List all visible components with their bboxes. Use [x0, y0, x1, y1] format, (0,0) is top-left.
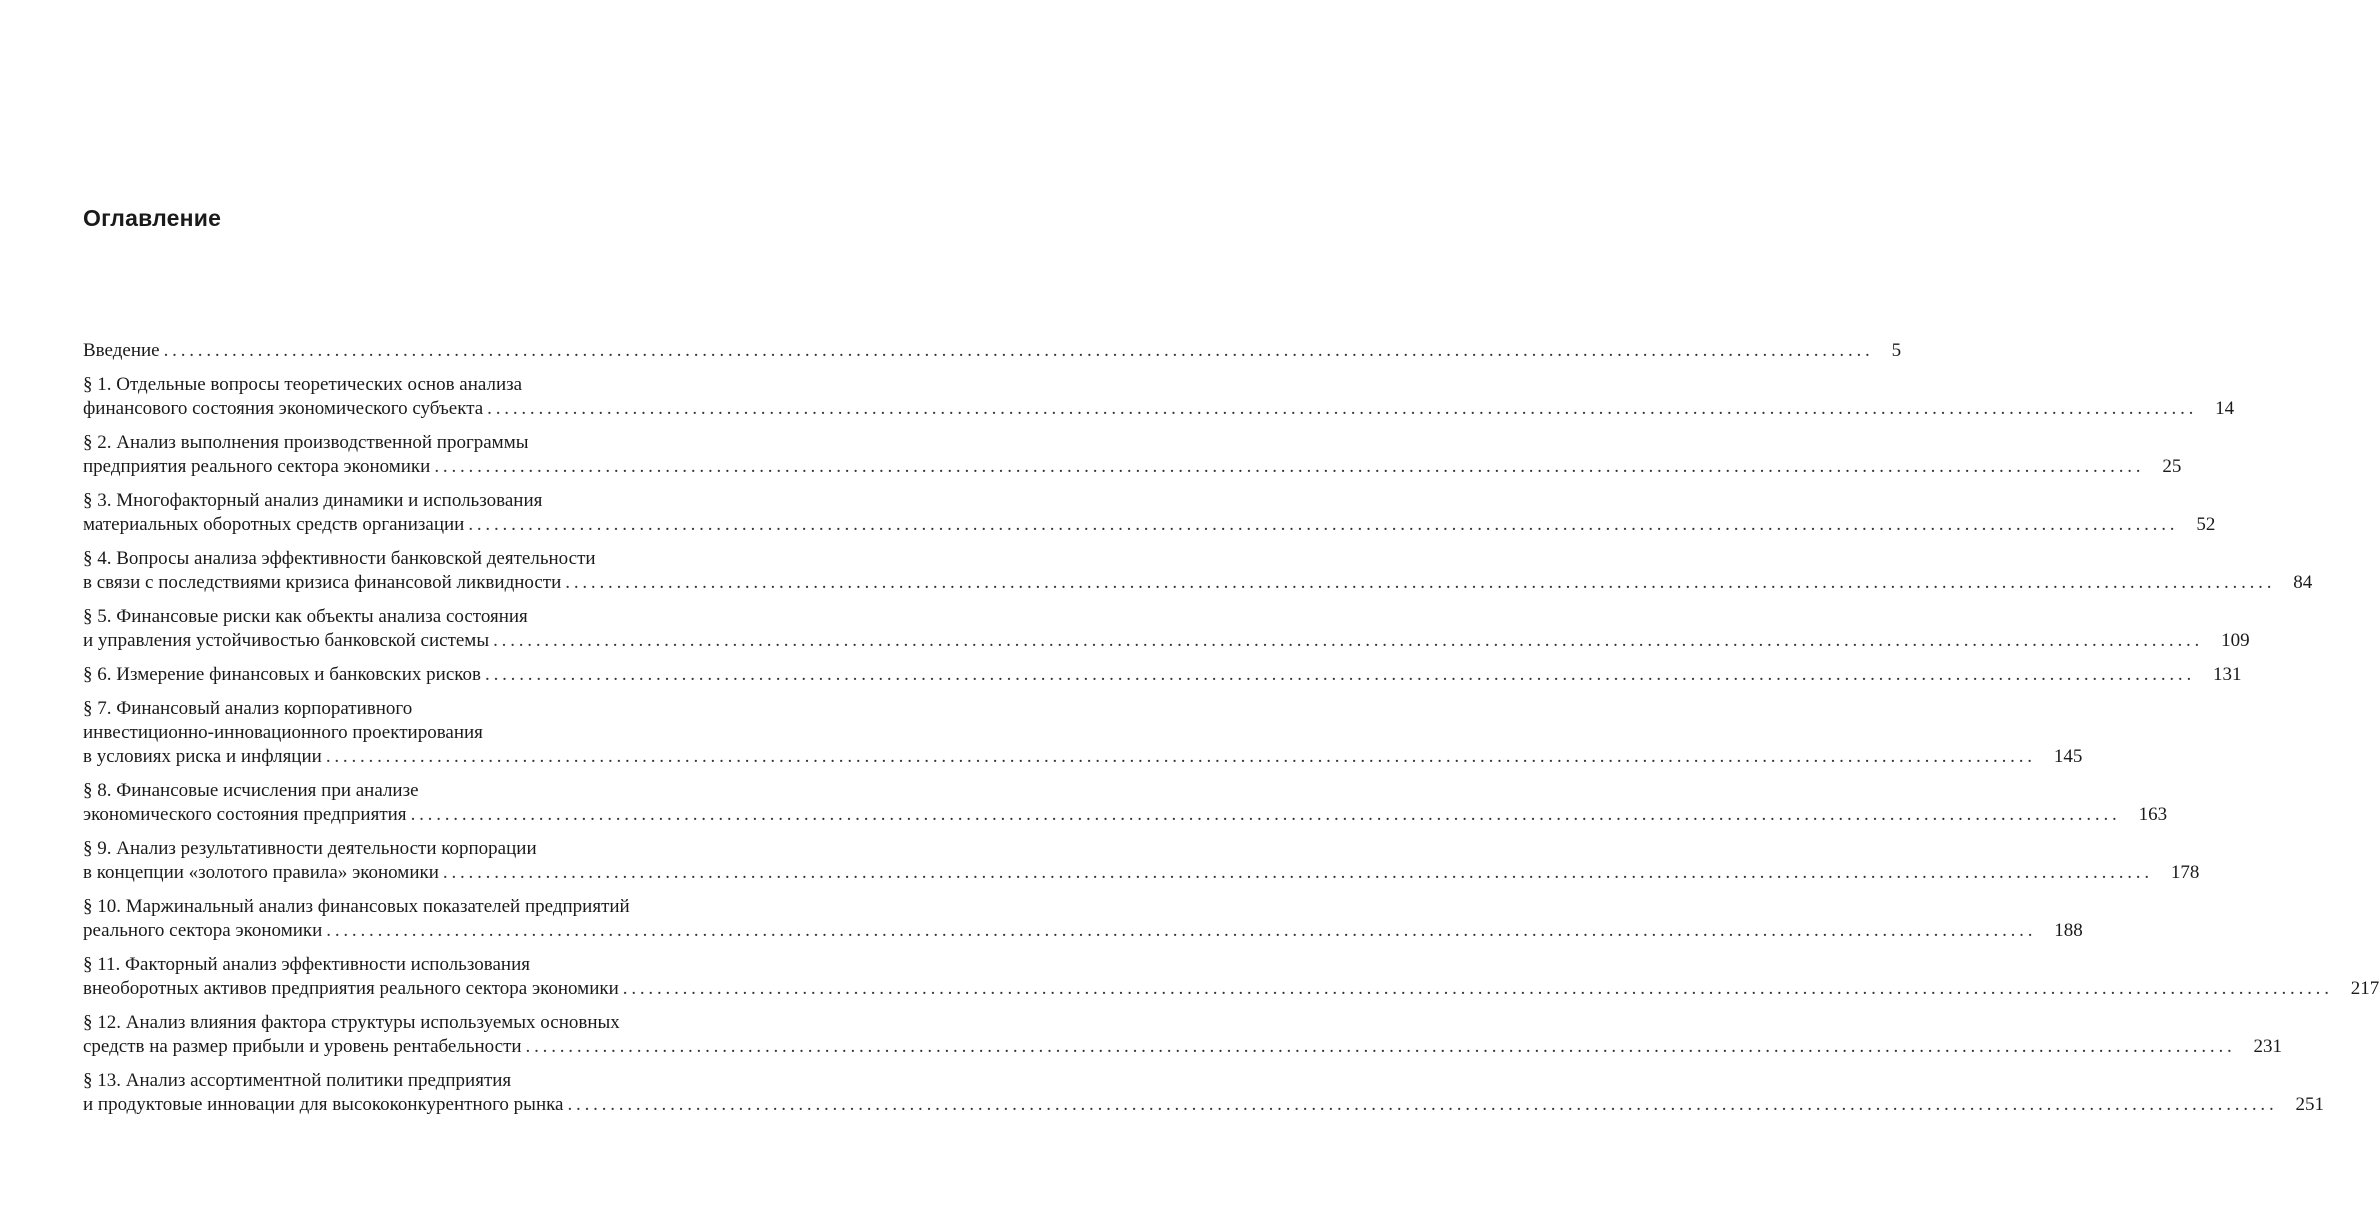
toc-entry-title-line: средств на размер прибыли и уровень рентабельности [83, 1036, 522, 1057]
toc-entry-title-line: § 13. Анализ ассортиментной политики предприятия [83, 1070, 512, 1091]
toc-entry-title-line: в концепции «золотого правила» экономики [83, 862, 439, 883]
toc-entry-title-line: § 10. Маржинальный анализ финансовых показателей предприятий [83, 896, 630, 917]
page-number: 5 [1891, 340, 1902, 361]
dot-leader: ........................................................................................................................................................................................................ [622, 978, 2333, 999]
page-number: 145 [2053, 746, 2083, 767]
toc-entry-title-line: Введение [83, 340, 160, 361]
toc-entry-last-line [83, 663, 2242, 687]
dot-leader: ........................................................................................................................................................................................................ [325, 746, 2036, 767]
toc-entry-last-line [83, 455, 2182, 479]
dot-leader: ........................................................................................................................................................................................................ [442, 862, 2153, 883]
toc-entry [83, 663, 2242, 687]
toc-entry-last-line [83, 513, 2216, 537]
toc-entry [83, 605, 2250, 653]
toc-entry-title-line: § 1. Отдельные вопросы теоретических основ анализа [83, 374, 523, 395]
toc-entry-title-line: реального сектора экономики [83, 920, 323, 941]
table-of-contents [83, 339, 2379, 1127]
toc-entry-last-line [83, 397, 2235, 421]
toc-entry [83, 953, 2379, 1001]
dot-leader: ........................................................................................................................................................................................................ [525, 1036, 2236, 1057]
toc-entry-title-line: материальных оборотных средств организации [83, 514, 465, 535]
toc-entry-title-line: § 12. Анализ влияния фактора структуры используемых основных [83, 1012, 620, 1033]
page-number: 84 [2293, 572, 2313, 593]
toc-entry-title-line: в связи с последствиями кризиса финансовой ликвидности [83, 572, 562, 593]
toc-entry [83, 547, 2313, 595]
dot-leader: ........................................................................................................................................................................................................ [410, 804, 2121, 825]
toc-entry-title-line: § 8. Финансовые исчисления при анализе [83, 780, 419, 801]
dot-leader: ........................................................................................................................................................................................................ [493, 630, 2204, 651]
toc-entry [83, 895, 2083, 943]
toc-entry-title-line: § 4. Вопросы анализа эффективности банковской деятельности [83, 548, 596, 569]
page-number: 251 [2295, 1094, 2324, 1115]
toc-entry-title-line: экономического состояния предприятия [83, 804, 407, 825]
toc-entry-title-line: § 2. Анализ выполнения производственной программы [83, 432, 529, 453]
dot-leader: ........................................................................................................................................................................................................ [567, 1094, 2278, 1115]
toc-entry-last-line [83, 919, 2083, 943]
toc-entry [83, 1069, 2324, 1117]
toc-entry-title-line: предприятия реального сектора экономики [83, 456, 431, 477]
toc-entry-last-line [83, 861, 2200, 885]
toc-entry-title-line: § 6. Измерение финансовых и банковских рисков [83, 664, 482, 685]
dot-leader: ........................................................................................................................................................................................................ [163, 340, 1874, 361]
toc-entry [83, 339, 1902, 363]
toc-entry [83, 837, 2200, 885]
page-number: 14 [2215, 398, 2235, 419]
page-number: 131 [2213, 664, 2242, 685]
dot-leader: ........................................................................................................................................................................................................ [468, 514, 2179, 535]
toc-entry-last-line [83, 1093, 2324, 1117]
toc-entry-title-line: и управления устойчивостью банковской системы [83, 630, 490, 651]
page-number: 52 [2196, 514, 2216, 535]
dot-leader: ........................................................................................................................................................................................................ [326, 920, 2037, 941]
toc-entry-last-line [83, 339, 1902, 363]
toc-entry [83, 779, 2168, 827]
dot-leader: ........................................................................................................................................................................................................ [487, 398, 2198, 419]
toc-entry [83, 373, 2235, 421]
toc-entry-title-line: § 11. Факторный анализ эффективности использования [83, 954, 530, 975]
page-number: 231 [2253, 1036, 2283, 1057]
toc-entry-last-line [83, 1035, 2283, 1059]
page-number: 109 [2221, 630, 2250, 651]
toc-entry-title-line: § 9. Анализ результативности деятельности корпорации [83, 838, 537, 859]
toc-entry-title-line: финансового состояния экономического субъекта [83, 398, 484, 419]
page-number: 188 [2054, 920, 2083, 941]
toc-entry-title-line: § 7. Финансовый анализ корпоративного [83, 698, 413, 719]
toc-entry-title-line: в условиях риска и инфляции [83, 746, 322, 767]
toc-entry-title-line: инвестиционно-инновационного проектирования [83, 722, 483, 743]
page-number: 217 [2350, 978, 2379, 999]
toc-entry-title-line: § 5. Финансовые риски как объекты анализа состояния [83, 606, 528, 627]
toc-entry-last-line [83, 977, 2379, 1001]
dot-leader: ........................................................................................................................................................................................................ [565, 572, 2276, 593]
page-number: 25 [2162, 456, 2182, 477]
page-title: Оглавление [83, 205, 222, 231]
page-number: 163 [2138, 804, 2168, 825]
page-number: 178 [2170, 862, 2200, 883]
toc-entry [83, 431, 2182, 479]
toc-entry [83, 697, 2083, 769]
dot-leader: ........................................................................................................................................................................................................ [434, 456, 2145, 477]
toc-entry-last-line [83, 629, 2250, 653]
toc-entry-title-line: и продуктовые инновации для высококонкурентного рынка [83, 1094, 564, 1115]
dot-leader: ........................................................................................................................................................................................................ [485, 664, 2196, 685]
toc-entry-title-line: внеоборотных активов предприятия реального сектора экономики [83, 978, 619, 999]
toc-entry [83, 489, 2216, 537]
toc-entry-last-line [83, 571, 2313, 595]
toc-entry-title-line: § 3. Многофакторный анализ динамики и использования [83, 490, 543, 511]
toc-entry [83, 1011, 2283, 1059]
toc-entry-last-line [83, 745, 2083, 769]
toc-entry-last-line [83, 803, 2168, 827]
